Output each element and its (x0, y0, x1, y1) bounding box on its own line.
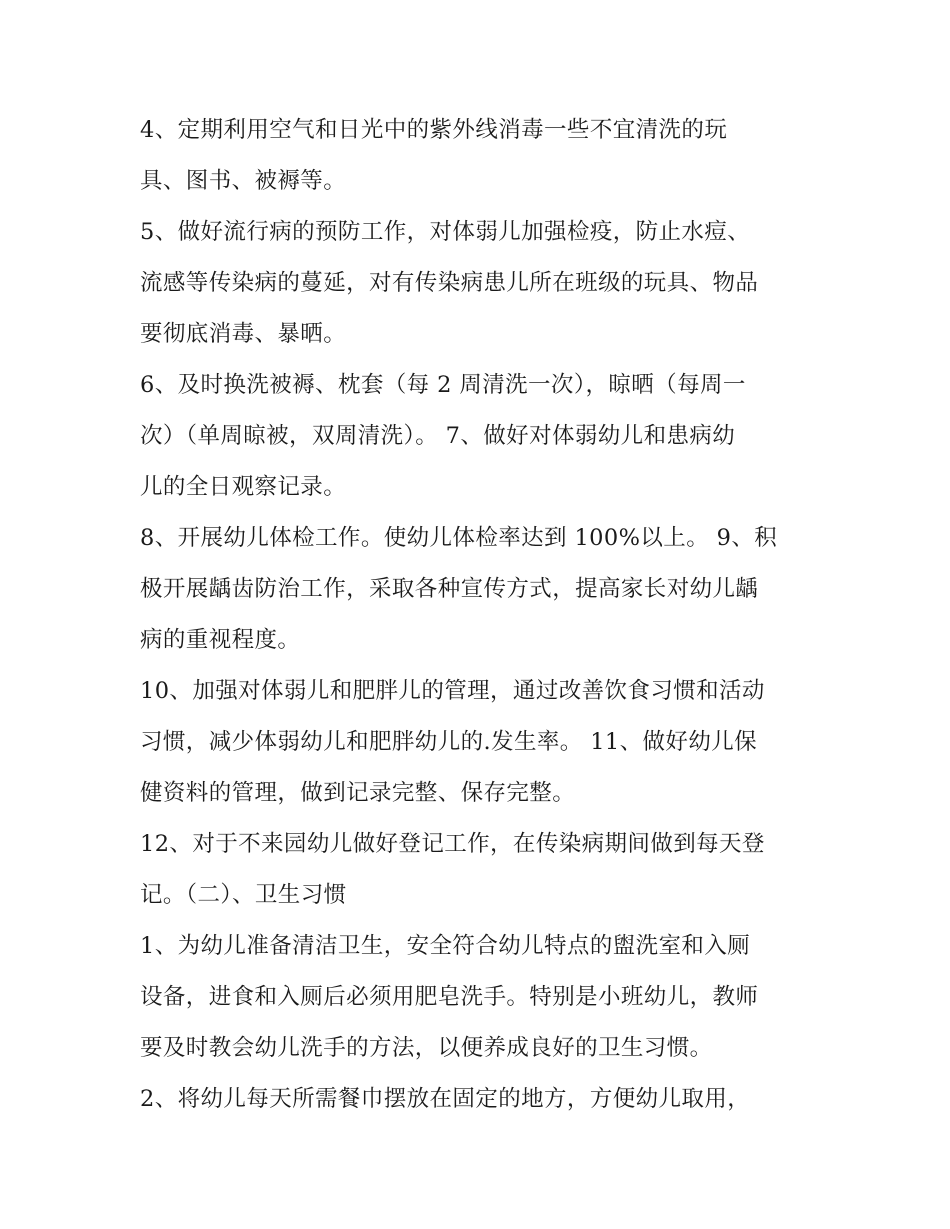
text-line: 1、为幼儿准备清洁卫生，安全符合幼儿特点的盥洗室和入厕 (140, 933, 751, 959)
text-line: 要及时教会幼儿洗手的方法，以便养成良好的卫生习惯。 (140, 1035, 713, 1061)
text-line: 10、加强对体弱儿和肥胖儿的管理，通过改善饮食习惯和活动 (140, 678, 765, 704)
text-line: 习惯，减少体弱幼儿和肥胖幼儿的.发生率。 11、做好幼儿保 (140, 729, 758, 755)
text-line: 流感等传染病的蔓延，对有传染病患儿所在班级的玩具、物品 (140, 270, 759, 296)
text-line: 具、图书、被褥等。 (140, 168, 347, 194)
text-line: 次）（单周晾被，双周清洗）。 7、做好对体弱幼儿和患病幼 (140, 423, 736, 449)
text-line: 8、开展幼儿体检工作。使幼儿体检率达到 100%以上。 9、积 (140, 525, 778, 551)
text-line: 要彻底消毒、暴晒。 (140, 321, 347, 347)
text-line: 12、对于不来园幼儿做好登记工作，在传染病期间做到每天登 (140, 831, 765, 857)
text-line: 设备，进食和入厕后必须用肥皂洗手。特别是小班幼儿，教师 (140, 984, 759, 1010)
text-line: 儿的全日观察记录。 (140, 474, 347, 500)
text-line: 记。（二）、卫生习惯 (140, 882, 347, 908)
text-line: 病的重视程度。 (140, 627, 301, 653)
text-line: 健资料的管理，做到记录完整、保存完整。 (140, 780, 576, 806)
text-line: 6、及时换洗被褥、枕套（每 2 周清洗一次），晾晒（每周一 (140, 372, 746, 398)
text-line: 4、定期利用空气和日光中的紫外线消毒一些不宜清洗的玩 (140, 117, 728, 143)
text-line: 极开展龋齿防治工作，采取各种宣传方式，提高家长对幼儿龋 (140, 576, 759, 602)
text-line: 2、将幼儿每天所需餐巾摆放在固定的地方，方便幼儿取用， (140, 1086, 751, 1112)
text-line: 5、做好流行病的预防工作，对体弱儿加强检疫，防止水痘、 (140, 219, 751, 245)
